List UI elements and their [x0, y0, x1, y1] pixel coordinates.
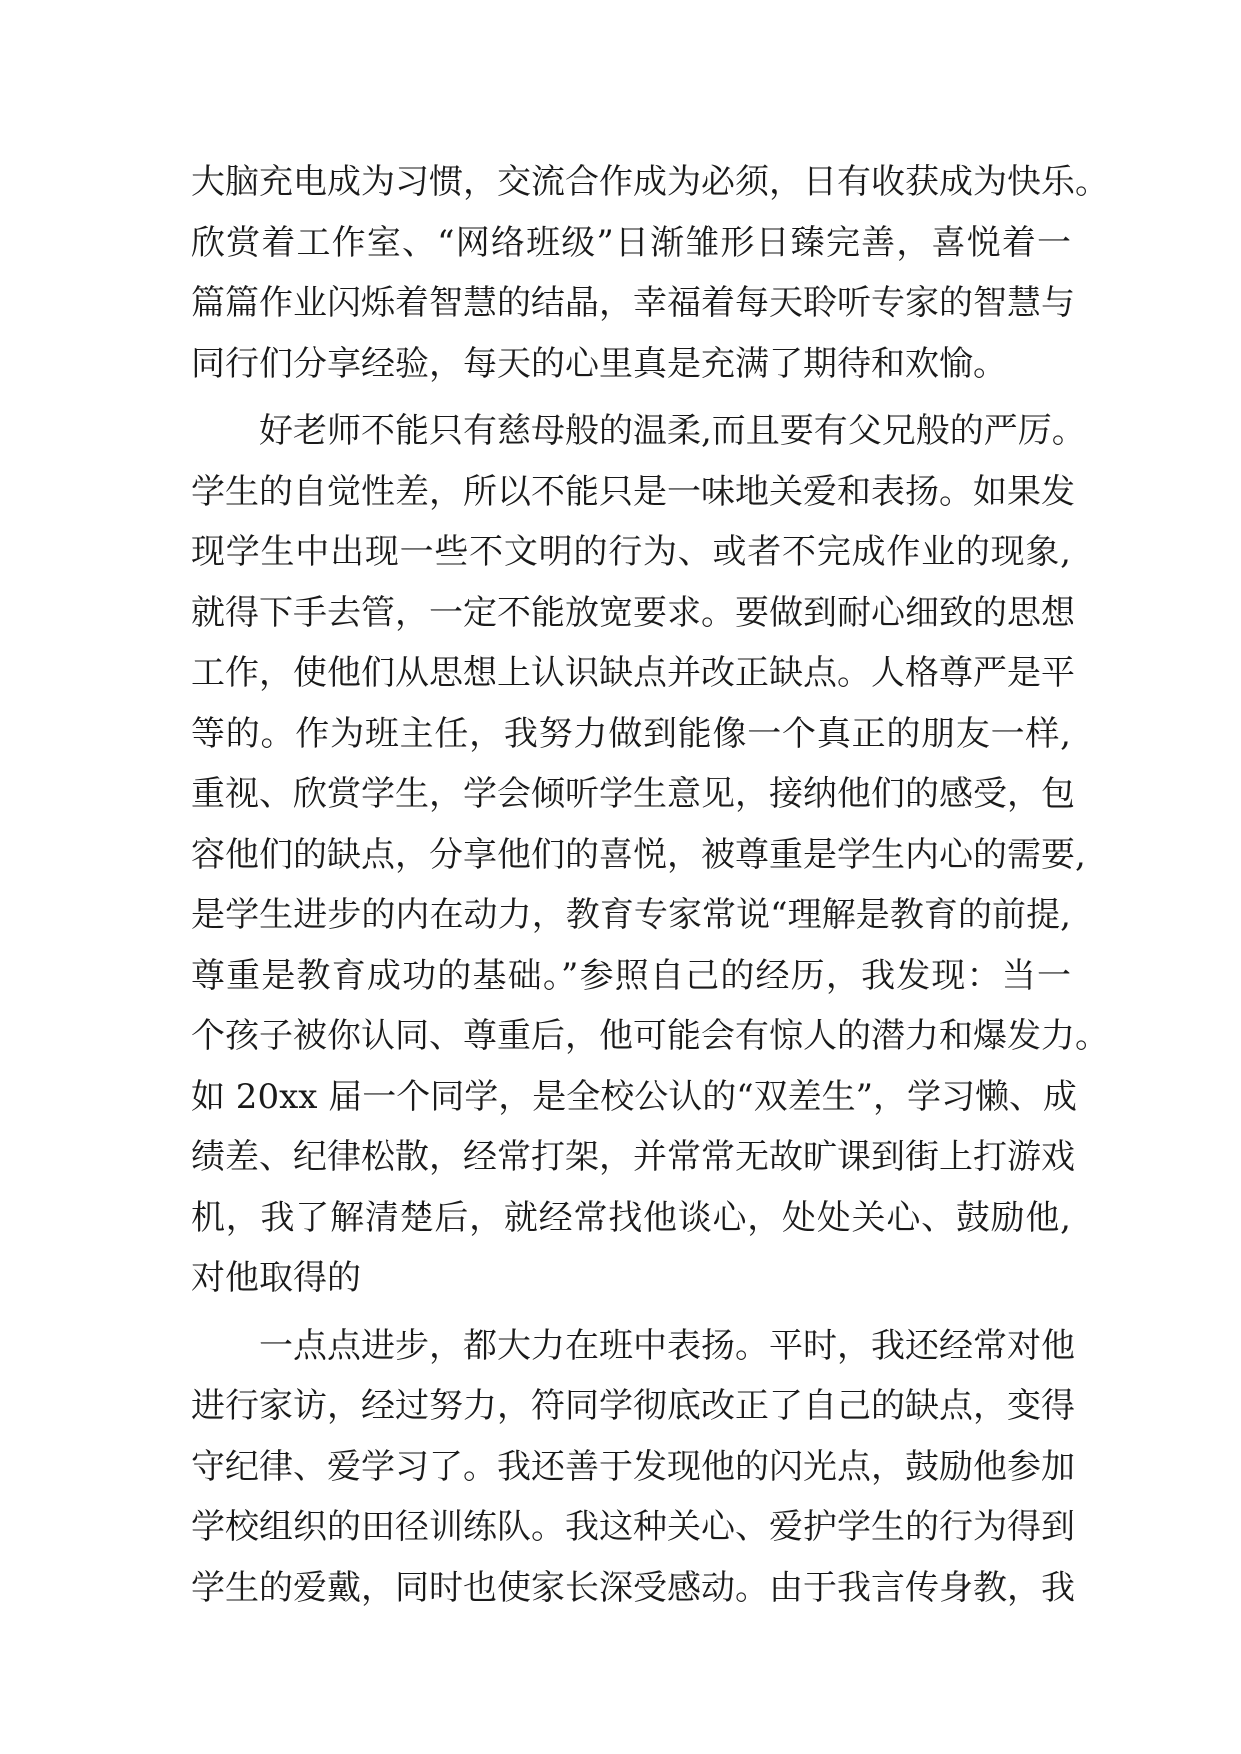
paragraph-2 [191, 401, 1109, 1309]
text-line: 如 20xx 届一个同学，是全校公认的“双差生”，学习懒、成 [191, 1076, 1077, 1117]
text-line: 现学生中出现一些不文明的行为、或者不完成作业的现象, [191, 532, 1071, 572]
body-text [191, 152, 1109, 1618]
text-line: 学生的自觉性差，所以不能只是一味地关爱和表扬。如果发 [191, 471, 1075, 512]
text-line: 同行们分享经验，每天的心里真是充满了期待和欢愉。 [191, 343, 1007, 384]
text-line: 一点点进步，都大力在班中表扬。平时，我还经常对他 [259, 1325, 1075, 1366]
text-line: 学校组织的田径训练队。我这种关心、爱护学生的行为得到 [191, 1507, 1075, 1547]
text-line: 绩差、纪律松散，经常打架，并常常无故旷课到街上打游戏 [191, 1137, 1075, 1177]
text-line: 好老师不能只有慈母般的温柔,而且要有父兄般的严厉。 [259, 411, 1086, 451]
text-line: 进行家访，经过努力，符同学彻底改正了自己的缺点，变得 [191, 1386, 1075, 1426]
text-line: 守纪律、爱学习了。我还善于发现他的闪光点，鼓励他参加 [191, 1446, 1075, 1487]
text-line: 是学生进步的内在动力，教育专家常说“理解是教育的前提, [191, 895, 1071, 935]
paragraph-1 [191, 152, 1109, 394]
text-line: 对他取得的 [191, 1258, 361, 1298]
text-line: 尊重是教育成功的基础。”参照自己的经历，我发现：当一 [191, 955, 1071, 996]
text-line: 等的。作为班主任，我努力做到能像一个真正的朋友一样, [191, 713, 1071, 754]
text-line: 篇篇作业闪烁着智慧的结晶，幸福着每天聆听专家的智慧与 [191, 283, 1075, 323]
text-line: 工作，使他们从思想上认识缺点并改正缺点。人格尊严是平 [191, 653, 1075, 693]
text-line: 个孩子被你认同、尊重后，他可能会有惊人的潜力和爆发力。 [191, 1016, 1109, 1056]
text-line: 容他们的缺点，分享他们的喜悦，被尊重是学生内心的需要, [191, 834, 1086, 875]
paragraph-3 [191, 1316, 1075, 1619]
text-line: 就得下手去管，一定不能放宽要求。要做到耐心细致的思想 [191, 592, 1075, 633]
text-line: 学生的爱戴，同时也使家长深受感动。由于我言传身教，我 [191, 1567, 1075, 1608]
text-line: 重视、欣赏学生，学会倾听学生意见，接纳他们的感受，包 [191, 774, 1075, 814]
text-line: 欣赏着工作室、“网络班级”日渐雏形日臻完善，喜悦着一 [191, 222, 1071, 263]
text-line: 大脑充电成为习惯，交流合作成为必须，日有收获成为快乐。 [191, 162, 1109, 202]
text-line: 机，我了解清楚后，就经常找他谈心，处处关心、鼓励他, [191, 1197, 1071, 1238]
